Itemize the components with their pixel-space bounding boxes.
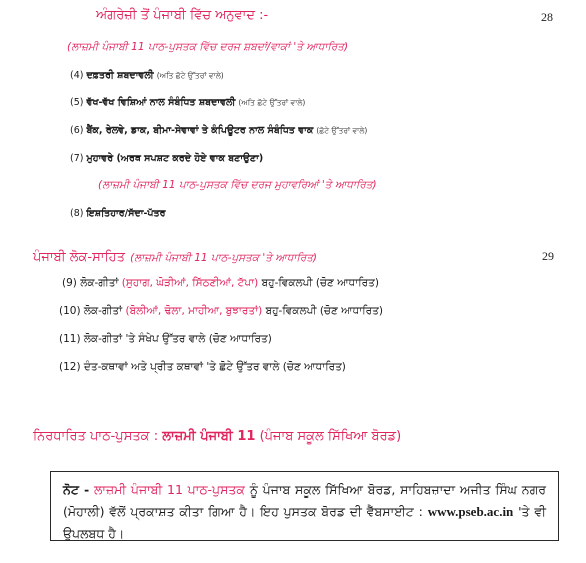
item-number: (10) bbox=[59, 305, 81, 317]
note-text: ਨੂੰ ਪੰਜਾਬ ਸਕੂਲ ਸਿੱਖਿਆ ਬੋਰਡ, ਸਾਹਿਬਜ਼ਾਦਾ ਅਜੀਤ ਸਿੰਘ ਨਗਰ (ਮੋਹਾਲੀ) ਵੱਲੋਂ ਪ੍ਰਕਾਸ਼ਤ ਕੀਤਾ ਗਿਆ ਹੈ। ਇਹ ਪੁਸਤਕ ਬੋਰਡ ਦੀ ਵੈੱਬਸਾਈਟ : bbox=[63, 482, 547, 519]
item-number: (5) bbox=[70, 97, 84, 108]
item-text: ਬੈਂਕ, ਰੇਲਵੇ, ਡਾਕ, ਬੀਮਾ-ਸੇਵਾਵਾਂ ਤੇ ਕੰਪਿਊਟਰ ਨਾਲ ਸੰਬੰਧਿਤ ਵਾਕ bbox=[86, 125, 314, 136]
page-number-29: 29 bbox=[542, 249, 554, 263]
prescribed-board: (ਪੰਜਾਬ ਸਕੂਲ ਸਿੱਖਿਆ ਬੋਰਡ) bbox=[259, 429, 402, 444]
item-number: (8) bbox=[70, 208, 84, 219]
item-text: ਦੰਤ-ਕਥਾਵਾਂ ਅਤੇ ਪ੍ਰੀਤ ਕਥਾਵਾਂ 'ਤੇ ਛੋਟੇ ਉੱਤਰ ਵਾਲੇ (ਚੋਣ ਆਧਾਰਿਤ) bbox=[83, 361, 346, 373]
section2-title: ਪੰਜਾਬੀ ਲੋਕ-ਸਾਹਿਤ bbox=[33, 250, 125, 265]
list-item bbox=[62, 277, 379, 290]
idioms-basis: (ਲਾਜ਼ਮੀ ਪੰਜਾਬੀ 11 ਪਾਠ-ਪੁਸਤਕ ਵਿੱਚ ਦਰਜ ਮੁਹਾਵਰਿਆਂ 'ਤੇ ਆਧਾਰਿਤ) bbox=[98, 179, 377, 191]
item-highlight: (ਬੋਲੀਆਂ, ਢੋਲਾ, ਮਾਹੀਆ, ਬੁਝਾਰਤਾਂ) bbox=[125, 305, 263, 317]
item-number: (6) bbox=[70, 125, 84, 136]
item-text: ਲੋਕ-ਗੀਤਾਂ bbox=[83, 305, 123, 317]
prescribed-book-line bbox=[33, 429, 401, 444]
item-text: ਮੁਹਾਵਰੇ (ਅਰਥ ਸਪਸ਼ਟ ਕਰਦੇ ਹੋਏ ਵਾਕ ਬਣਾਉਣਾ) bbox=[86, 153, 264, 164]
section1-title: ਅੰਗਰੇਜ਼ੀ ਤੋਂ ਪੰਜਾਬੀ ਵਿੱਚ ਅਨੁਵਾਦ :- bbox=[96, 8, 269, 23]
item-number: (4) bbox=[70, 70, 84, 81]
list-item bbox=[70, 70, 224, 81]
prescribed-separator: : bbox=[153, 429, 159, 444]
item-highlight: (ਸੁਹਾਗ, ਘੋੜੀਆਂ, ਸਿੱਠਣੀਆਂ, ਟੱਪਾ) bbox=[121, 277, 259, 289]
list-item bbox=[70, 125, 367, 136]
note-book: ਲਾਜ਼ਮੀ ਪੰਜਾਬੀ 11 ਪਾਠ-ਪੁਸਤਕ bbox=[93, 482, 245, 497]
item-number: (11) bbox=[59, 333, 81, 345]
prescribed-book: ਲਾਜ਼ਮੀ ਪੰਜਾਬੀ 11 bbox=[162, 429, 256, 444]
item-note: (ਛੋਟੇ ਉੱਤਰਾਂ ਵਾਲੇ) bbox=[316, 126, 368, 135]
list-item bbox=[59, 333, 272, 346]
section2-header bbox=[33, 246, 317, 265]
list-item bbox=[70, 97, 305, 108]
list-item bbox=[59, 305, 383, 318]
item-number: (7) bbox=[70, 153, 84, 164]
page-number-28: 28 bbox=[541, 10, 553, 24]
list-item bbox=[70, 208, 166, 219]
website-link[interactable]: www.pseb.ac.in bbox=[427, 504, 514, 519]
note-prefix: ਨੋਟ - bbox=[63, 482, 90, 497]
item-number: (9) bbox=[62, 277, 77, 289]
note-text-end: 'ਤੇ ਵੀ ਉਪਲਬਧ ਹੈ। bbox=[63, 504, 546, 541]
item-suffix: ਬਹੁ-ਵਿਕਲਪੀ (ਚੋਣ ਆਧਾਰਿਤ) bbox=[265, 305, 383, 317]
list-item bbox=[70, 153, 263, 164]
item-number: (12) bbox=[59, 361, 81, 373]
item-text: ਇਸ਼ਤਿਹਾਰ/ਸੱਦਾ-ਪੱਤਰ bbox=[86, 208, 166, 219]
item-text: ਵੱਖ-ਵੱਖ ਵਿਸ਼ਿਆਂ ਨਾਲ ਸੰਬੰਧਿਤ ਸ਼ਬਦਾਵਲੀ bbox=[86, 97, 236, 108]
item-text: ਲੋਕ-ਗੀਤਾਂ 'ਤੇ ਸੰਖੇਪ ਉੱਤਰ ਵਾਲੇ (ਚੋਣ ਆਧਾਰਿਤ) bbox=[83, 333, 272, 345]
item-note: (ਅਤਿ ਛੋਟੇ ਉੱਤਰਾਂ ਵਾਲੇ) bbox=[238, 98, 306, 107]
item-note: (ਅਤਿ ਛੋਟੇ ਉੱਤਰਾਂ ਵਾਲੇ) bbox=[156, 71, 224, 80]
item-text: ਲੋਕ-ਗੀਤਾਂ bbox=[80, 277, 119, 289]
section1-basis: (ਲਾਜ਼ਮੀ ਪੰਜਾਬੀ 11 ਪਾਠ-ਪੁਸਤਕ ਵਿੱਚ ਦਰਜ ਸ਼ਬਦਾਂ/ਵਾਕਾਂ 'ਤੇ ਆਧਾਰਿਤ) bbox=[67, 41, 349, 53]
item-text: ਦਫ਼ਤਰੀ ਸ਼ਬਦਾਵਲੀ bbox=[86, 70, 154, 81]
section2-basis: (ਲਾਜ਼ਮੀ ਪੰਜਾਬੀ 11 ਪਾਠ-ਪੁਸਤਕ 'ਤੇ ਆਧਾਰਿਤ) bbox=[130, 252, 318, 264]
prescribed-label: ਨਿਰਧਾਰਿਤ ਪਾਠ-ਪੁਸਤਕ bbox=[33, 429, 150, 444]
item-suffix: ਬਹੁ-ਵਿਕਲਪੀ (ਚੋਣ ਆਧਾਰਿਤ) bbox=[261, 277, 379, 289]
list-item bbox=[59, 361, 346, 374]
note-box bbox=[50, 471, 559, 541]
